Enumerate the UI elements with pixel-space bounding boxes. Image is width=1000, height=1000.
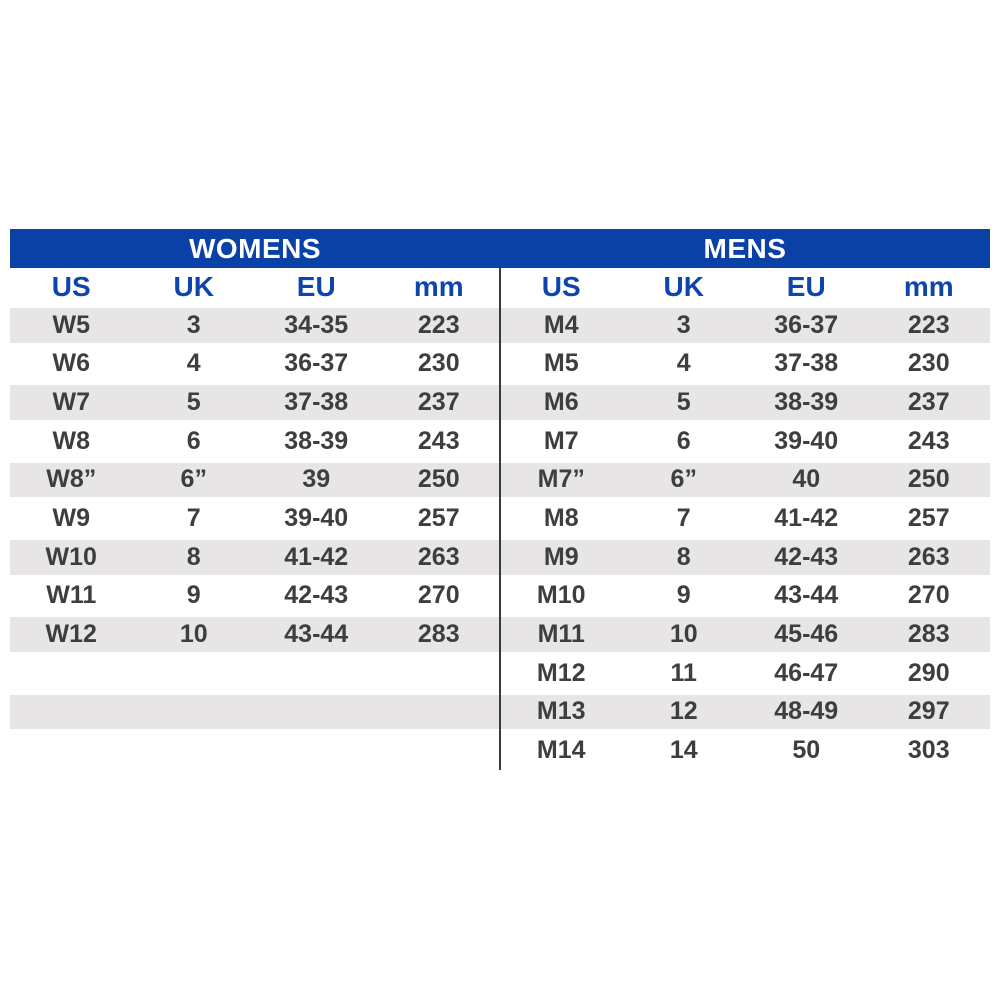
cell: 230 [907,349,950,378]
column-header-row [10,268,500,306]
cell: 9 [676,581,691,610]
cell: 237 [907,388,950,417]
cell: 270 [417,581,460,610]
cell: 7 [676,504,691,533]
cell: 36-37 [774,310,839,339]
cell: 250 [907,465,950,494]
cell [255,654,378,693]
womens-size-table [10,268,500,770]
cell [378,695,501,730]
cell [10,695,133,730]
cell: 39-40 [774,426,839,455]
cell: 4 [676,349,691,378]
cell: 6 [186,426,201,455]
cell: 36-37 [284,349,349,378]
column-header-row [500,268,990,306]
table-row [500,693,990,732]
cell [10,731,133,770]
cell: 14 [669,736,698,765]
cell: M7 [543,426,579,455]
cell: 6” [670,465,697,494]
table-row [500,615,990,654]
cell: 41-42 [284,542,349,571]
cell: 39-40 [284,504,349,533]
cell: 3 [676,310,691,339]
cell: 243 [417,426,460,455]
chart-title-bar [10,229,990,268]
cell [133,654,256,693]
mens-size-table [500,268,990,770]
cell: W9 [52,504,90,533]
cell: 41-42 [774,504,839,533]
cell: M14 [536,736,586,765]
mens-section-title: MENS [703,232,787,264]
cell: W10 [45,542,97,571]
cell: 42-43 [774,542,839,571]
cell: 230 [417,349,460,378]
table-row [10,422,500,461]
table-row [500,731,990,770]
cell: 8 [676,542,691,571]
column-header: mm [903,271,954,302]
table-row [10,577,500,616]
cell: M4 [543,310,579,339]
cell: W6 [52,349,90,378]
blank-row [10,654,500,693]
cell: 42-43 [284,581,349,610]
cell: 6” [180,465,207,494]
table-row [500,538,990,577]
table-row [10,499,500,538]
cell: 283 [417,620,460,649]
cell: 263 [907,542,950,571]
table-row [500,345,990,384]
cell: 270 [907,581,950,610]
table-row [500,499,990,538]
cell: 45-46 [774,620,839,649]
column-header: US [51,271,91,302]
cell: W8” [46,465,97,494]
table-row [500,654,990,693]
size-chart-panel [10,229,990,770]
cell [133,731,256,770]
blank-row [10,693,500,732]
table-row [500,577,990,616]
cell: 263 [417,542,460,571]
womens-section-title: WOMENS [188,232,322,264]
cell: 43-44 [774,581,839,610]
column-header: US [541,271,581,302]
cell: 11 [670,658,697,687]
cell: W11 [46,581,97,610]
cell: 46-47 [774,658,839,687]
cell [378,731,501,770]
cell: 3 [186,310,201,339]
cell: W7 [52,388,90,417]
cell: 283 [907,620,950,649]
cell: M11 [537,620,585,649]
tables-area [10,268,990,770]
cell: 5 [186,388,201,417]
table-row [10,538,500,577]
column-header: mm [413,271,464,302]
cell: M8 [543,504,579,533]
cell: 9 [186,581,201,610]
cell: 50 [792,736,821,765]
cell: W8 [52,426,90,455]
cell: 6 [676,426,691,455]
table-row [10,345,500,384]
cell [10,654,133,693]
cell: 37-38 [774,349,839,378]
cell: 243 [907,426,950,455]
column-header: EU [786,271,826,302]
cell: 4 [186,349,201,378]
cell: M7” [537,465,585,494]
cell: 10 [179,620,208,649]
cell: W12 [45,620,97,649]
cell: M9 [543,542,579,571]
cell: 303 [907,736,950,765]
table-row [10,461,500,500]
table-row [10,306,500,345]
cell: M10 [536,581,586,610]
cell [133,695,256,730]
cell [378,654,501,693]
cell: 290 [907,658,950,687]
cell: 8 [186,542,201,571]
table-row [500,383,990,422]
table-row [10,383,500,422]
cell: 38-39 [284,426,349,455]
cell: 38-39 [774,388,839,417]
cell: M12 [536,658,586,687]
cell: 223 [417,310,460,339]
cell: M6 [543,388,579,417]
cell [255,695,378,730]
cell: 43-44 [284,620,349,649]
cell: 39 [302,465,331,494]
cell: 297 [907,697,950,726]
cell: M5 [543,349,579,378]
cell: 48-49 [774,697,839,726]
cell: 12 [669,697,698,726]
cell: 257 [417,504,460,533]
cell: 237 [417,388,460,417]
cell: 250 [417,465,460,494]
cell: W5 [52,310,90,339]
cell: 5 [676,388,691,417]
table-row [500,306,990,345]
cell: 34-35 [284,310,349,339]
divider-line [499,268,501,770]
blank-row [10,731,500,770]
cell: 223 [907,310,950,339]
cell: M13 [536,697,586,726]
cell: 7 [186,504,201,533]
table-row [500,422,990,461]
column-header: UK [663,271,704,302]
column-header: EU [296,271,336,302]
cell: 10 [669,620,698,649]
cell: 257 [907,504,950,533]
table-row [500,461,990,500]
cell [255,731,378,770]
cell: 37-38 [284,388,349,417]
cell: 40 [792,465,821,494]
table-row [10,615,500,654]
column-header: UK [173,271,214,302]
